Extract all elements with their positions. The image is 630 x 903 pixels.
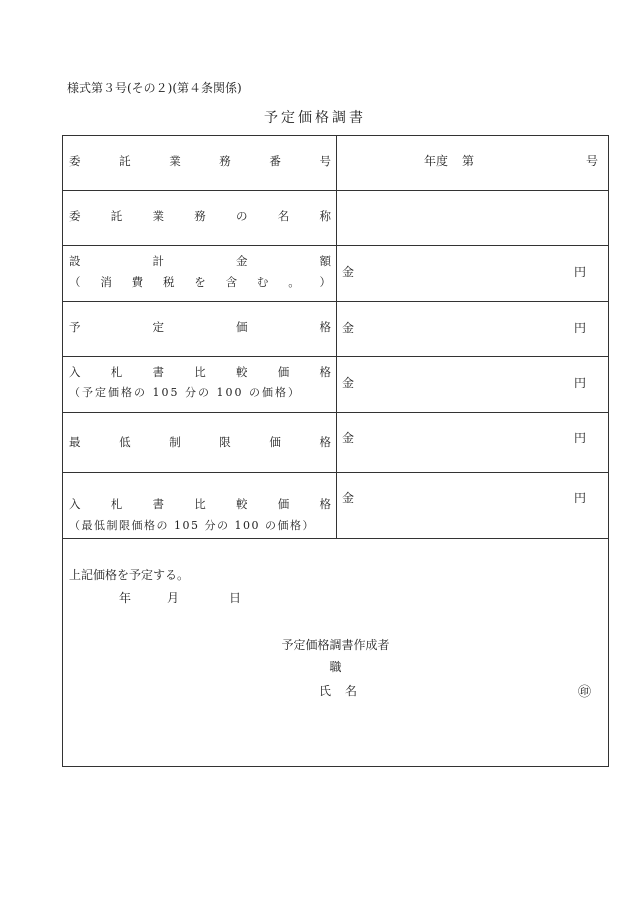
design-amount-sublabel: （ 消 費 税 を 含 む 。 ） <box>69 275 331 289</box>
date-year: 年 <box>119 591 132 605</box>
column-divider <box>336 136 337 539</box>
bid-compare-price-sublabel: （予定価格の 105 分の 100 の価格） <box>69 386 301 399</box>
date-day: 日 <box>229 591 242 605</box>
row-divider <box>63 190 608 191</box>
form-code: 様式第３号(その２)(第４条関係) <box>67 81 242 95</box>
row-divider <box>63 538 608 539</box>
statement-text: 上記価格を予定する。 <box>69 568 190 582</box>
planned-price-label: 予 定 価 格 <box>69 320 331 334</box>
consignment-name-label: 委 託 業 務 の 名 称 <box>69 209 331 223</box>
bid-compare-price-label: 入 札 書 比 較 価 格 <box>69 365 331 379</box>
price-table <box>62 135 609 767</box>
bid-compare-price-value: 金 円 <box>342 376 586 390</box>
name-label-1: 氏 <box>319 684 332 698</box>
preparer-label: 予定価格調書作成者 <box>281 638 390 652</box>
row-divider <box>63 412 608 413</box>
row-divider <box>63 245 608 246</box>
row-divider <box>63 356 608 357</box>
bid-compare-price-value-2: 金 円 <box>342 491 586 505</box>
number-suffix: 号 <box>586 154 599 168</box>
planned-price-value: 金 円 <box>342 321 586 335</box>
design-amount-value: 金 円 <box>342 265 586 279</box>
bid-compare-price-sublabel-2: （最低制限価格の 105 分の 100 の価格） <box>69 519 315 532</box>
position-label: 職 <box>329 660 342 674</box>
minimum-limit-price-value: 金 円 <box>342 431 586 445</box>
number-prefix: 第 <box>462 154 475 168</box>
seal-mark: ㊞ <box>578 685 592 700</box>
row-divider <box>63 301 608 302</box>
design-amount-label: 設 計 金 額 <box>69 254 331 268</box>
minimum-limit-price-label: 最 低 制 限 価 格 <box>69 435 331 449</box>
consignment-number-label: 委 託 業 務 番 号 <box>69 154 331 168</box>
row-divider <box>63 472 608 473</box>
name-label-2: 名 <box>345 684 358 698</box>
fiscal-year-label: 年度 <box>424 154 449 168</box>
date-month: 月 <box>167 591 180 605</box>
document-title: 予定価格調書 <box>264 110 366 126</box>
bid-compare-price-label-2: 入 札 書 比 較 価 格 <box>69 497 331 511</box>
